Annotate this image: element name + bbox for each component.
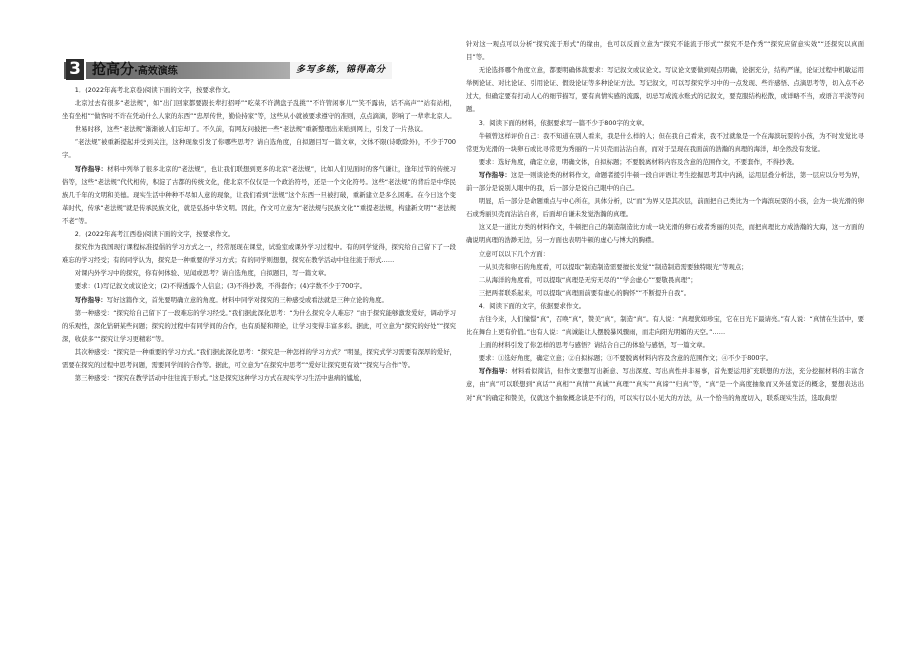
paragraph: 北京过去有很多“老法规”，如“出门回家都要跟长辈打招呼”“吃菜不许满盘子乱挑”“不许管闲事儿”“笑不露齿，话不高声”“站有站相，坐有坐相”“做客时不许在凭动什么人家的东西”“忠厚传世，勤俭持家”等，这些从小就被要求遵守的准则，点点滴滴，影响了一辈辈北京人。 <box>62 99 456 121</box>
paragraph: 无论选择哪个角度立意，都要明确体裁要求：写记叙文或议论文。写议论文要做到观点明确，论据充分，结构严谨，论证过程中机敏运用举例论证、对比论证、引用论证、假设论证等多种论证方法。写记叙文，可以写探究学习中的一点发现、些许感悟、点滴思考等，切入点不必过大，但确定要有打动人心的细节描写，要有真情实感的流露，切忌写成流水账式的记叙文，要克服结构松散，或详略不当，或语言平淡等问题。 <box>466 66 864 114</box>
paragraph: 要求：①选好角度，确定立意；②自拟标题；③不要脱离材料内容及含意的范围作文；④不少于800字。 <box>478 354 773 363</box>
paragraph: 2．(2022年高考江西卷)阅读下面的文字，按要求作文。 <box>74 230 235 239</box>
paragraph-body: 材料中列举了很多北京的“老法规”，也让我们联想到更多的北京“老法规”，比如人们见面时的客气谦让，逢年过节的传统习俗等，这些“老法规”代代相传，积淀了古都的传统文化，使北京不仅仅是一个政治符号，还是一个文化符号。这些“老法规”的背后是中华民族几千年的文明和美德。现实生活中种种不尽如人意的现象，让我们看到“法规”这个东西一旦被打破，重新建立是多么困难。在今日这个变革时代，传承“老法规”就是传承民族文化，就是弘扬中华文明。因此，作文可立意为“老法规与民族文化”“重提老法规，构建新文明”“老法规不老”等。 <box>62 164 456 225</box>
paragraph: 上面的材料引发了你怎样的思考与感悟？请结合自己的体验与感悟，写一篇文章。 <box>478 341 709 350</box>
paragraph: 古往今来，人们憧憬“真”，召唤“真”，赞美“真”，制造“真”。有人说：“真理犹如珍宝，它在日光下最请亮。”有人说：“真情在生活中，要比在舞台上更有价值。”也有人说：“真诚能让人摆脱暴风骤雨，而走向阳光明媚的天空。”…… <box>466 314 864 337</box>
paragraph: “老法规”被重新提起并受到关注，这种现象引发了你哪些思考？请自选角度，自拟题目写一篇文章，文体不限(诗歌除外)，不少于700字。 <box>62 138 456 160</box>
section-number-badge: 3 <box>66 59 86 80</box>
paragraph: 其次种感受：“探究是一种重要的学习方式。”我们据此深化思考：“探究是一种怎样的学习方式？”明显，探究式学习需要有深厚的爱好，需要在探究的过程中思考问题，需要同学间的合作等。据此，可立意为“在探究中思考”“爱好让探究更有效”“探究与合作”等。 <box>62 347 456 369</box>
paragraph: 第三种感受：“探究在教学活动中往往流于形式。”这是探究这种学习方式在现实学习生活中患病的尴尬， <box>74 374 366 383</box>
paragraph: 世易时移，这些“老法规”渐渐被人们忘却了。不久前，有网友问披把一些“老法规”重新整理出来贴到网上，引发了一片热议。 <box>74 125 427 134</box>
paragraph: 1．(2022年高考北京卷)阅读下面的文字，按要求作文。 <box>74 86 235 94</box>
paragraph: 4．阅读下面的文字，依据要求作文。 <box>478 301 586 310</box>
paragraph: 这又是一道比方类的材料作文，牛顿把自己的制造制造比方成一块光滑的卵石或者秀丽的贝壳，而把真理比方成浩瀚的大海，这一方面的确说明真理的浩渺无边，另一方面也表明牛顿的虚心与博大的胸襟。 <box>466 223 864 245</box>
section-title-main: 抢高分 <box>92 62 134 78</box>
paragraph: 要求：(1)写记叙文或议论文；(2)不得透露个人信息；(3)不得抄袭，不得套作；(4)字数不少于700字。 <box>74 282 367 291</box>
paragraph-body: 材料看似简洁，但作文要想写出新意、写出深度、写出真性并非易事，首先要运用扩充联想的方法，充分挖掘材料的丰富含意，由“真”可以联想到“真话”“真相”“真情”“真诚”“真理”“真实”“真谛”“归真”等，“真”是一个高度抽象而又外延宽泛的概念，要想表达出对“真”的确定和赞美，仅就这个抽象概念谈是不行的，可以实行以小见大的方法，从一个恰当的角度切入，联系现实生活，选取典型 <box>466 367 864 402</box>
paragraph-lead: 写作指导： <box>74 295 107 304</box>
paragraph-body: 这是一则谈论类的材料作文，命题者援引牛顿一段自评语让考生挖掘思考其中内涵，运用层叠分析法，第一层应以分号为界，前一部分是说别人眼中的我，后一部分是说自己眼中的自己。 <box>466 170 865 193</box>
paragraph-lead: 写作指导： <box>478 367 512 376</box>
paragraph: 探究作为我国现行课程标准提倡的学习方式之一，经常展现在课堂，试验室或课外学习过程中。有的同学觉得，探究给自己留下了一段难忘的学习经受；有的同学认为，探究是一种重要的学习方式；有的同学则想想，探究在教学活动中往往流于形式…… <box>62 243 456 265</box>
paragraph: 牛顿曾这样评价自己：我不知道在别人看来，我是什么样的人；但在我自己看来，我不过就象是一个在海滨玩耍的小孩，为不时发觉比寻常更为光滑的一块卵石或比寻常更为秀丽的一片贝壳而沾沾自喜，而对于呈现在我面前的浩瀚的真理的海洋，却全然没有发觉。 <box>466 131 864 153</box>
paragraph: 三把两者联系起来，可以提取“真理面前要有虚心的胸怀”“不断提升自我”。 <box>478 288 691 297</box>
paragraph <box>466 365 864 404</box>
paragraph-lead: 写作指导： <box>478 170 511 179</box>
paragraph: 明显，后一部分是命题重点与中心所在，具体分析，以“而”为界又是其次层，前面把自己类比为一个海滨玩耍的小孩，会为一块光滑的卵石或秀丽贝壳而沾沾自喜，后面却自谦未发觉浩瀚的真理。 <box>466 197 864 219</box>
paragraph: 二从海洋的角度看，可以提取“真理是无穷无尽的”“学会虚心”“要敬畏真理”； <box>478 275 697 284</box>
section-title <box>92 61 178 80</box>
paragraph: 要求：选好角度，确定立意，明确文体，自拟标题；不要脱离材料内容及含意的范围作文，不要套作，不得抄袭。 <box>478 157 799 166</box>
paragraph-lead: 写作指导： <box>74 164 108 173</box>
section-slogan: 多写多练，锦得高分 <box>290 62 392 79</box>
right-column <box>466 38 864 405</box>
paragraph: 立意可以以下几个方面： <box>478 249 550 258</box>
paragraph <box>62 294 456 307</box>
paragraph: 一从贝壳和卵石的角度看，可以提取“制造制造需要擅长发觉”“制造制造需要独特眼光”等观点； <box>478 262 748 271</box>
section-title-sub: ·高效演练 <box>134 66 178 77</box>
paragraph: 对课内外学习中的探究，你有何体验、见闻或思考？请自选角度，自拟题目，写一篇文章。 <box>74 269 331 278</box>
paragraph: 第一种感受：“探究给自己留下了一段难忘的学习经受。”我们据此深化思考：“为什么探究令人难忘？”由于探究能够激发爱好，调动学习的乐观性，深化钻研某些问题；探究的过程中有同学间的合作，也有质疑和辩论，让学习变得丰富多彩。据此，可立意为“探究的好处”“探究深，收获多”“探究让学习更精彩”等。 <box>62 308 456 343</box>
paragraph <box>466 169 864 195</box>
paragraph <box>62 163 456 228</box>
paragraph: 针对这一观点可以分析“探究流于形式”的缘由，也可以反面立意为“探究不能流于形式”“探究不是作秀”“探究应留意实效”“还探究以真面目”等。 <box>466 40 864 62</box>
left-column <box>62 84 456 385</box>
paragraph: 3．阅读下面的材料，依据要求写一篇不少于800字的文章。 <box>478 118 649 127</box>
paragraph-body: 写好这篇作文，首先要明确立意的角度。材料中同学对探究的三种感受或看法就是三种立论的角度。 <box>106 295 388 304</box>
